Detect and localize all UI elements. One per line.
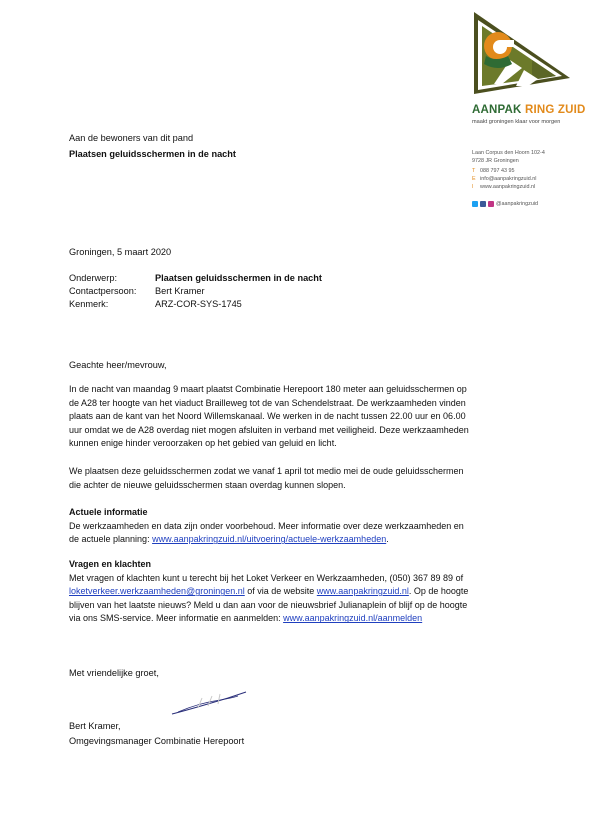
web-line <box>472 183 535 191</box>
recipient-line: Aan de bewoners van dit pand <box>69 133 194 143</box>
section-heading: Vragen en klachten <box>69 559 152 569</box>
subject-row <box>69 272 322 285</box>
paragraph-line: de A28 ter hoogte van het viaduct Brailleweg tot de van Schendelstraat. De werkzaamheden vinden <box>69 397 466 408</box>
contact-value: Bert Kramer <box>155 286 205 296</box>
paragraph-line: We plaatsen deze geluidsschermen zodat we vanaf 1 april tot medio mei de oude geluidsschermen <box>69 466 464 476</box>
paragraph-line: Met vragen of klachten kunt u terecht bij het Loket Verkeer en Werkzaamheden, (050) 367 89 89 of <box>69 572 464 583</box>
letter-meta <box>69 272 322 311</box>
phone-prefix: T <box>472 168 476 174</box>
salutation: Geachte heer/mevrouw, <box>69 360 167 370</box>
subject-label: Onderwerp: <box>69 273 118 283</box>
phone-line <box>472 167 514 175</box>
paragraph-line: In de nacht van maandag 9 maart plaatst Combinatie Herepoort 180 meter aan geluidsschermen op <box>69 384 467 394</box>
recipient-subject: Plaatsen geluidsschermen in de nacht <box>69 149 236 159</box>
line-end: . <box>386 534 389 545</box>
line-text: . Op de hoogte <box>408 586 469 597</box>
paragraph-line: De werkzaamheden en data zijn onder voorbehoud. Meer informatie over deze werkzaamheden en <box>69 520 464 531</box>
brand-name-part2: RING ZUID <box>524 104 586 116</box>
brand-name-part1: AANPAK <box>472 104 522 116</box>
reference-value: ARZ-COR-SYS-1745 <box>155 299 242 309</box>
address-line-1: Laan Corpus den Hoorn 102-4 <box>472 150 545 156</box>
loket-email-link[interactable]: loketverkeer.werkzaamheden@groningen.nl <box>69 586 245 597</box>
email-line <box>472 175 536 183</box>
section-vragen-en-klachten <box>69 558 468 626</box>
web-prefix: I <box>472 184 474 190</box>
aanpak-ring-zuid-logo <box>472 10 572 96</box>
brand-name <box>472 104 586 116</box>
facebook-icon[interactable] <box>480 201 486 207</box>
paragraph-line: plaats aan de kant van het Noord Willemskanaal. We werken in de nacht tussen 22.00 uur en 06.00 <box>69 411 466 422</box>
line-text: of via de website <box>244 586 317 597</box>
twitter-icon[interactable] <box>472 201 478 207</box>
email-prefix: E <box>472 176 476 182</box>
instagram-icon[interactable] <box>488 201 494 207</box>
brand-tagline: maakt groningen klaar voor morgen <box>472 119 561 125</box>
handwritten-signature <box>168 684 252 718</box>
website-link[interactable]: www.aanpakringzuid.nl <box>316 586 409 597</box>
aanmelden-link[interactable]: www.aanpakringzuid.nl/aanmelden <box>283 613 423 624</box>
reference-row <box>69 298 322 311</box>
contact-label: Contactpersoon: <box>69 286 137 296</box>
closing: Met vriendelijke groet, <box>69 668 159 678</box>
social-handle[interactable]: @aanpakringzuid <box>496 201 539 207</box>
signature-name: Bert Kramer, <box>69 721 121 731</box>
paragraph-line: kunnen enige hinder veroorzaken op het gebied van geluid en licht. <box>69 438 337 449</box>
phone-number: 088 797 43 95 <box>480 168 515 174</box>
section-actuele-informatie <box>69 506 464 547</box>
paragraph-line <box>69 585 468 599</box>
paragraph-line <box>69 612 468 626</box>
paragraph-line: blijven van het laatste nieuws? Meld u dan aan voor de nieuwsbrief Julianaplein of blijf op de hoogte <box>69 599 468 610</box>
web-address[interactable]: www.aanpakringzuid.nl <box>480 184 536 190</box>
paragraph-line: die achter de nieuwe geluidsschermen staan overdag kunnen slopen. <box>69 479 346 490</box>
body-paragraph-2 <box>69 465 464 492</box>
letter-date: Groningen, 5 maart 2020 <box>69 247 172 257</box>
paragraph-line <box>69 533 464 547</box>
contact-row <box>69 285 322 298</box>
line-text: via ons SMS-service. Meer informatie en aanmelden: <box>69 613 284 624</box>
subject-value: Plaatsen geluidsschermen in de nacht <box>155 273 322 283</box>
signature-title: Omgevingsmanager Combinatie Herepoort <box>69 736 245 746</box>
reference-label: Kenmerk: <box>69 299 109 309</box>
section-heading: Actuele informatie <box>69 507 148 517</box>
social-links <box>472 201 538 207</box>
address-line-2: 9728 JR Groningen <box>472 158 519 164</box>
actuele-werkzaamheden-link[interactable]: www.aanpakringzuid.nl/uitvoering/actuele-werkzaamheden <box>152 534 387 545</box>
planning-text: de actuele planning: <box>69 534 153 545</box>
email-address[interactable]: info@aanpakringzuid.nl <box>480 176 537 182</box>
paragraph-line: uur omdat we de A28 overdag niet mogen afsluiten in verband met veiligheid. Deze werkzaamheden <box>69 424 469 435</box>
body-paragraph-1 <box>69 383 469 451</box>
